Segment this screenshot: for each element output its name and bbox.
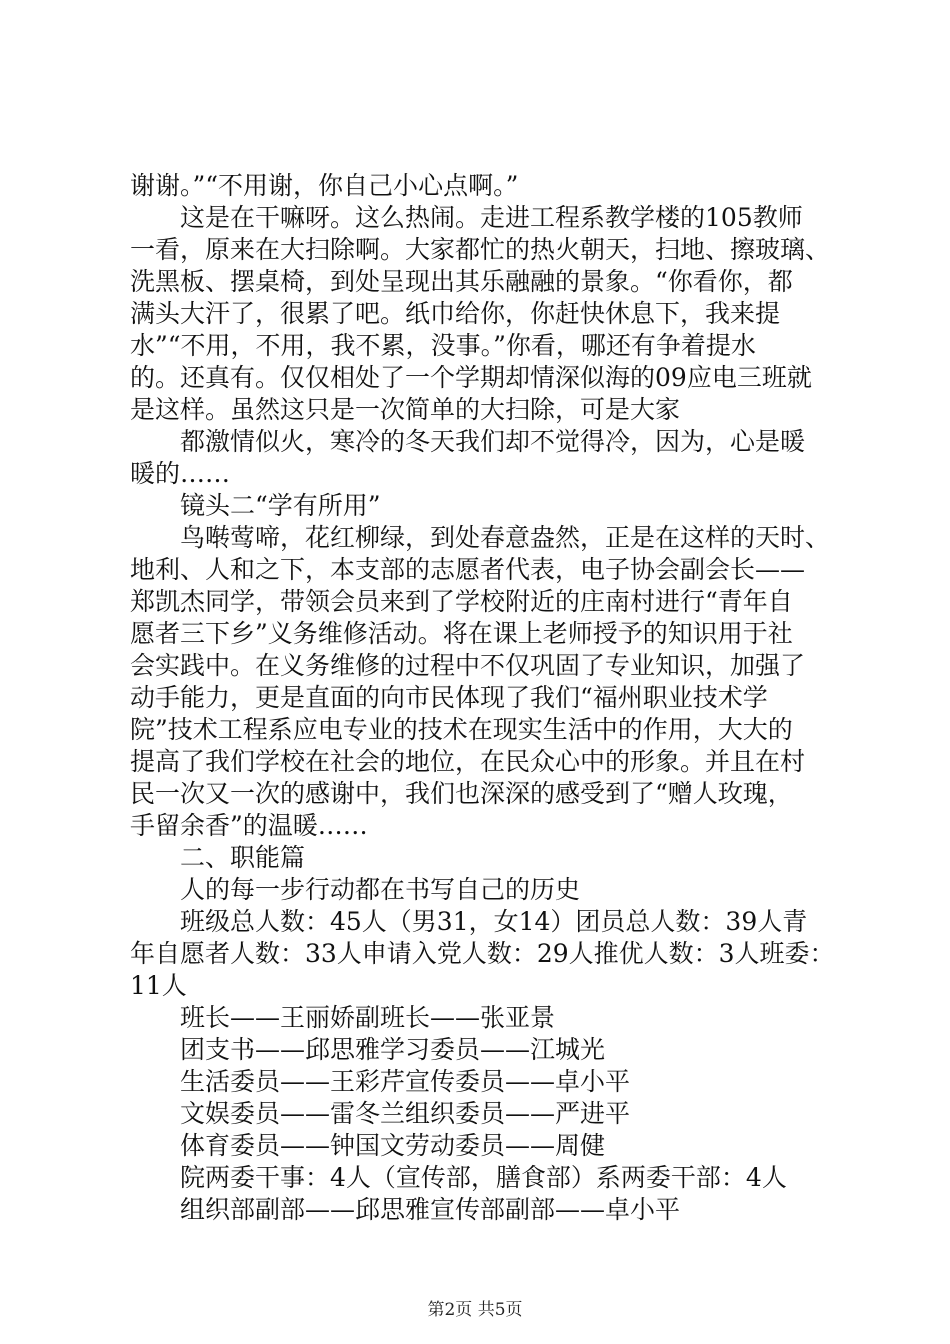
- text-line: 人的每一步行动都在书写自己的历史: [180, 875, 581, 904]
- text-line: 鸟啭莺啼，花红柳绿，到处春意盎然，正是在这样的天时、: [180, 523, 831, 552]
- text-line: 郑凯杰同学，带领会员来到了学校附近的庄南村进行“青年自: [130, 587, 793, 616]
- text-line: 的。还真有。仅仅相处了一个学期却情深似海的09应电三班就: [130, 363, 812, 392]
- text-line: 这是在干嘛呀。这么热闹。走进工程系教学楼的105教师: [180, 203, 803, 232]
- text-line: 班级总人数：45人（男31，女14）团员总人数：39人青: [180, 907, 808, 936]
- paragraph: [130, 1130, 830, 1162]
- paragraph: [130, 522, 830, 842]
- text-line: 文娱委员——雷冬兰组织委员——严进平: [180, 1099, 631, 1128]
- text-line: 水”“不用，不用，我不累，没事。”你看，哪还有争着提水: [130, 331, 756, 360]
- text-line: 一看，原来在大扫除啊。大家都忙的热火朝天，扫地、擦玻璃、: [130, 235, 831, 264]
- text-line: 是这样。虽然这只是一次简单的大扫除，可是大家: [130, 395, 681, 424]
- text-line: 院”技术工程系应电专业的技术在现实生活中的作用，大大的: [130, 715, 793, 744]
- paragraph: [130, 1034, 830, 1066]
- text-line: 地利、人和之下，本支部的志愿者代表，电子协会副会长——: [130, 555, 806, 584]
- text-line: 团支书——邱思雅学习委员——江城光: [180, 1035, 606, 1064]
- text-line: 提高了我们学校在社会的地位，在民众心中的形象。并且在村: [130, 747, 806, 776]
- text-line: 洗黑板、摆桌椅，到处呈现出其乐融融的景象。“你看你，都: [130, 267, 793, 296]
- paragraph: [130, 906, 835, 1002]
- paragraph: [130, 1098, 830, 1130]
- paragraph: [130, 874, 830, 906]
- text-line: 生活委员——王彩芹宣传委员——卓小平: [180, 1067, 631, 1096]
- paragraph: [130, 842, 830, 874]
- paragraph: [130, 1162, 830, 1194]
- text-line: 愿者三下乡”义务维修活动。将在课上老师授予的知识用于社: [130, 619, 793, 648]
- text-line: 院两委干事：4人（宣传部，膳食部）系两委干部：4人: [180, 1163, 787, 1192]
- page-footer: 第2页 共5页: [427, 1300, 523, 1320]
- text-line: 暖的……: [130, 459, 231, 488]
- text-line: 二、职能篇: [180, 843, 306, 872]
- paragraph: [130, 1002, 830, 1034]
- text-line: 11人: [130, 971, 187, 1000]
- text-line: 镜头二“学有所用”: [180, 491, 381, 520]
- text-line: 手留余香”的温暖……: [130, 811, 368, 840]
- text-line: 会实践中。在义务维修的过程中不仅巩固了专业知识，加强了: [130, 651, 806, 680]
- text-line: 组织部副部——邱思雅宣传部副部——卓小平: [180, 1195, 681, 1224]
- text-line: 体育委员——钟国文劳动委员——周健: [180, 1131, 606, 1160]
- text-line: 年自愿者人数：33人申请入党人数：29人推优人数：3人班委：: [130, 939, 835, 968]
- paragraph: [130, 1066, 830, 1098]
- text-line: 谢谢。”“不用谢，你自己小心点啊。”: [130, 171, 519, 200]
- text-line: 都激情似火，寒冷的冬天我们却不觉得冷，因为，心是暖: [180, 427, 806, 456]
- text-line: 民一次又一次的感谢中，我们也深深的感受到了“赠人玫瑰，: [130, 779, 793, 808]
- paragraph: [130, 1194, 830, 1226]
- text-line: 满头大汗了，很累了吧。纸巾给你，你赶快休息下，我来提: [130, 299, 781, 328]
- text-line: 动手能力，更是直面的向市民体现了我们“福州职业技术学: [130, 683, 768, 712]
- text-line: 班长——王丽娇副班长——张亚景: [180, 1003, 556, 1032]
- document-body: [130, 170, 835, 1226]
- paragraph: [130, 202, 830, 426]
- paragraph: [130, 490, 830, 522]
- paragraph: [130, 426, 830, 490]
- paragraph: [130, 170, 830, 202]
